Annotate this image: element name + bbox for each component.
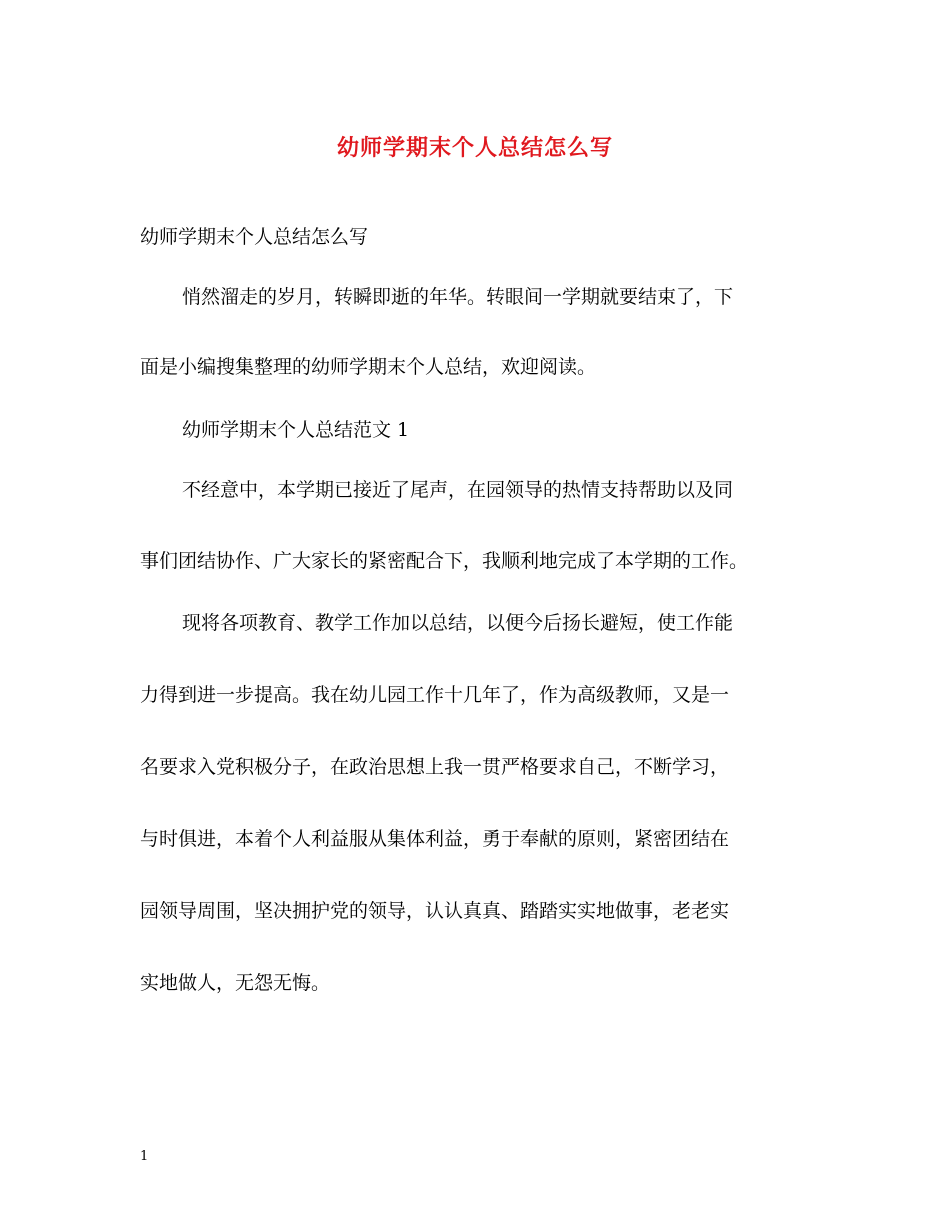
page-number: 1 <box>140 1149 149 1164</box>
subtitle-line: 幼师学期末个人总结怎么写 <box>140 226 369 248</box>
paragraph-line: 名要求入党积极分子，在政治思想上我一贯严格要求自己，不断学习， <box>140 756 730 778</box>
paragraph-line: 面是小编搜集整理的幼师学期末个人总结，欢迎阅读。 <box>140 356 597 378</box>
paragraph-line: 悄然溜走的岁月，转瞬即逝的年华。转眼间一学期就要结束了，下 <box>182 286 734 308</box>
paragraph-line: 现将各项教育、教学工作加以总结，以便今后扬长避短，使工作能 <box>182 612 734 634</box>
paragraph-line: 实地做人，无怨无悔。 <box>140 972 331 994</box>
document-title: 幼师学期末个人总结怎么写 <box>336 135 613 161</box>
paragraph-line: 园领导周围，坚决拥护党的领导，认认真真、踏踏实实地做事，老老实 <box>140 900 730 922</box>
paragraph-line: 与时俱进，本着个人利益服从集体利益，勇于奉献的原则，紧密团结在 <box>140 828 730 850</box>
paragraph-line: 事们团结协作、广大家长的紧密配合下，我顺利地完成了本学期的工作。 <box>140 550 749 572</box>
paragraph-line: 不经意中，本学期已接近了尾声，在园领导的热情支持帮助以及同 <box>182 479 734 501</box>
paragraph-line: 力得到进一步提高。我在幼儿园工作十几年了，作为高级教师，又是一 <box>140 684 730 706</box>
section-heading: 幼师学期末个人总结范文 1 <box>182 419 410 441</box>
